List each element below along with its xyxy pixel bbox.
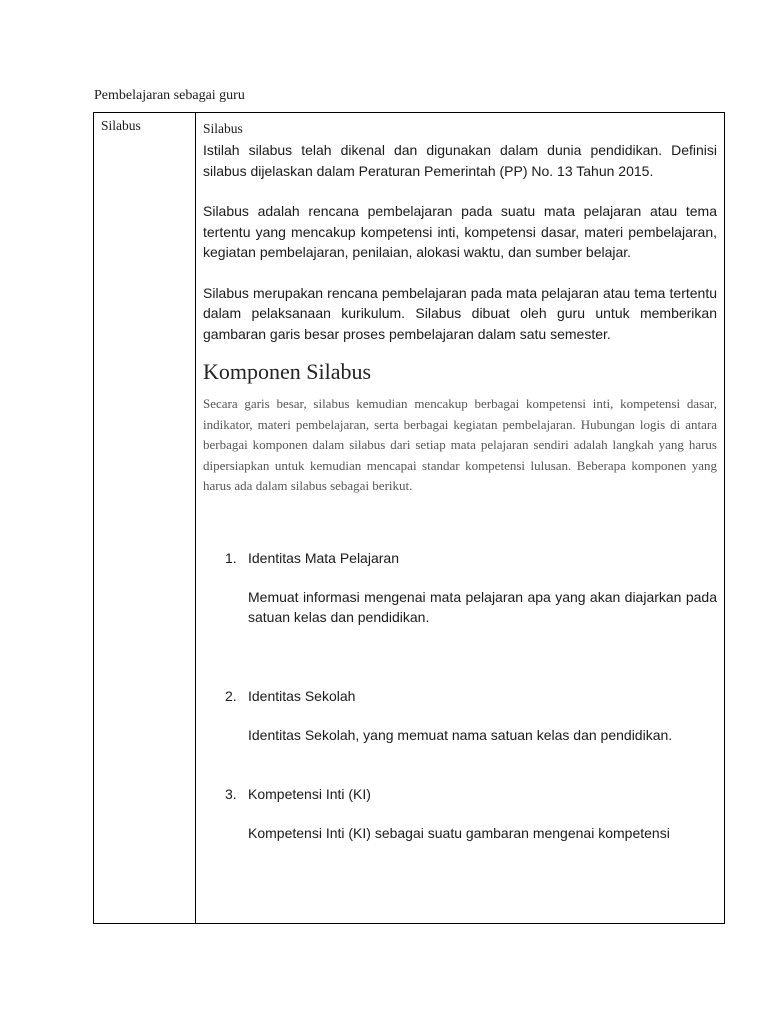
list-item-number: 3. [225, 785, 237, 802]
list-item-title: Identitas Sekolah [248, 687, 356, 704]
paragraph-definition: Istilah silabus telah dikenal dan digunakan dalam dunia pendidikan. Definisi silabus dijelaskan dalam Peraturan Pemerintah (PP) No. 13 Tahun 2015. [203, 142, 717, 179]
list-item-description: Memuat informasi mengenai mata pelajaran apa yang akan diajarkan pada satuan kelas dan pendidikan. [248, 588, 717, 625]
column-divider [195, 113, 196, 923]
content-table [93, 112, 725, 924]
paragraph-purpose: Silabus merupakan rencana pembelajaran pada mata pelajaran atau tema tertentu dalam pelaksanaan kurikulum. Silabus dibuat oleh guru untuk memberikan gambaran garis besar proses pembelajaran dalam satu semester. [203, 284, 717, 342]
list-item-number: 2. [225, 687, 237, 704]
right-cell [203, 121, 717, 841]
cell-title: Silabus [203, 121, 243, 136]
section-heading: Komponen Silabus [203, 359, 372, 384]
page-heading: Pembelajaran sebagai guru [94, 88, 245, 103]
paragraph-scope: Silabus adalah rencana pembelajaran pada suatu mata pelajaran atau tema tertentu yang mencakup kompetensi inti, kompetensi dasar, materi pembelajaran, kegiatan pembelajaran, penilaian, alokasi waktu, dan sumber belajar. [203, 203, 717, 260]
left-cell-label: Silabus [101, 118, 141, 133]
list-item-description: Identitas Sekolah, yang memuat nama satuan kelas dan pendidikan. [248, 726, 673, 743]
section-paragraph: Secara garis besar, silabus kemudian mencakup berbagai kompetensi inti, kompetensi dasar, indikator, materi pembelajaran, serta berbagai kegiatan pembelajaran. Hubungan logis di antara berbagai komponen dalam silabus dari setiap mata pelajaran sendiri adalah langkah yang harus dipersiapkan untuk kemudian mencapai standar kompetensi lulusan. Beberapa komponen yang harus ada dalam silabus sebagai berikut. [203, 396, 717, 493]
list-item-number: 1. [225, 549, 237, 566]
list-item-description: Kompetensi Inti (KI) sebagai suatu gambaran mengenai kompetensi [248, 824, 670, 841]
list-item-title: Kompetensi Inti (KI) [248, 785, 371, 802]
list-item-title: Identitas Mata Pelajaran [248, 549, 399, 566]
